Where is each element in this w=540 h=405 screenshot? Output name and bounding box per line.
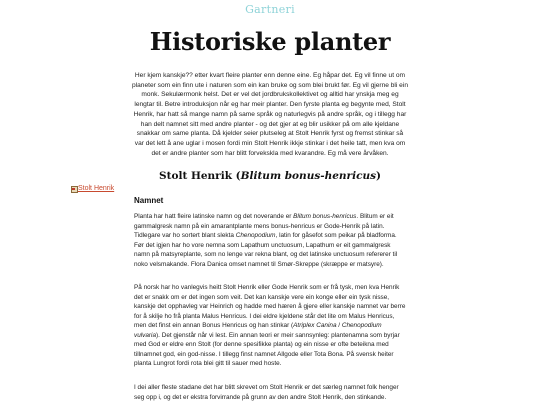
- plant-common-name: Stolt Henrik: [159, 170, 232, 182]
- paragraph-norwegian-names: På norsk har ho vanlegvis heitt Stolt Henrik eller Gode Henrik som er frå tysk, men kva Henrik det er snakk om er det ingen som veit. Det kan kanskje vere ein konge eller ein tysk nisse, kanskje det opphavleg var Heinrich og hadde med hæren å gjere eller kanskje namnet var berre for å skilje ho frå planta Malus Henricus. I dei eldre kjeldene står det lite om Malus Henricus, men det finst ein annan Bonus Henricus og han stinkar (Atriplex Canina / Chenopodium vulvaria). Det gjenstår når vi lest. Ein annan teori er meir sannsynleg: plantenamna som byrjar med God er eldre enn Stolt (for denne spesifikke planta) og ein nisse er ofte beteikna med tillnamnet god, ein god-nisse. I tillegg finst namnet Allgode eller Tota Bona. På svensk heiter planta Lungrot fordi rota blei gitt til sauer med hoste.: [134, 284, 406, 367]
- plant-latin-name: Blitum bonus-henricus: [240, 170, 377, 182]
- page-title: Historiske planter: [149, 27, 391, 56]
- stolt-henrik-image-link[interactable]: [71, 185, 114, 192]
- broken-image-icon: [71, 185, 77, 192]
- paren-open: (: [235, 170, 241, 182]
- image-alt-text: Stolt Henrik: [78, 185, 115, 192]
- site-name-link[interactable]: Gartneri: [245, 3, 295, 16]
- paren-close: ): [376, 170, 381, 182]
- intro-paragraph: Her kjem kanskje?? etter kvart fleire planter enn denne eine. Eg håpar det. Eg vil finne ut om planeter som ein finn ute i naturen som ein kan bruke og som blei brukt før. Eg vil gjerne bli ein monk. Sekulærmonk helst. Det er vel det jordbrukskollektivet og alltid har ynskja meg eg lengtar til. Betre introduksjon når eg har meir planter. Den fyrste planta eg begynte med, Stolt Henrik, har hatt så mange namn på same språk og naturlegvis på andre språk, og i tillegg har han delt namnet sitt med andre planter - og det gjer at eg blir usikker på om alle kjeldane snakkar om same planta. Då kjelder seier plutseleg at Stolt Henrik fyrst og fremst stinkar så var det lett å ane uglar i mosen fordi min Stolt Henrik ikkje stinkar i det heile tatt, men kva om det er andre planter som har blitt forvekskla med kvarandre. Eg må vere årvåken.: [132, 72, 408, 157]
- paragraph-sources: I dei aller fleste stadane det har blitt skrevet om Stolt Henrik er det særleg namnet folk henger seg opp i, og det er ekstra forvirrande på grunn av den andre Stolt Henrik, den stinkande.: [134, 384, 399, 401]
- section-heading: [0, 170, 540, 182]
- paragraph-latin-names: Planta har hatt fleire latinske namn og det noverande er Blitum bonus-henricus. Blitum er eit gammalgresk namn på ein amarantplante mens bonus-henricus er Gode-Henrik på latin. Tidlegare var ho sortert blant slekta Chenopodium, latin for gåsefot som peikar på bladforma. Før det igjen har ho vore nemna som Lapathum unctuosum, Lapathum er eit gammalgresk namn på matsyreplante, som no lenge var rekna blant, og det latinske unctuosum refererer til noko velsmakande. Flora Danica omset namnet til Smør-Skreppe (skræppe er matsyre).: [134, 213, 398, 268]
- subheading-namnet: Namnet: [134, 196, 164, 205]
